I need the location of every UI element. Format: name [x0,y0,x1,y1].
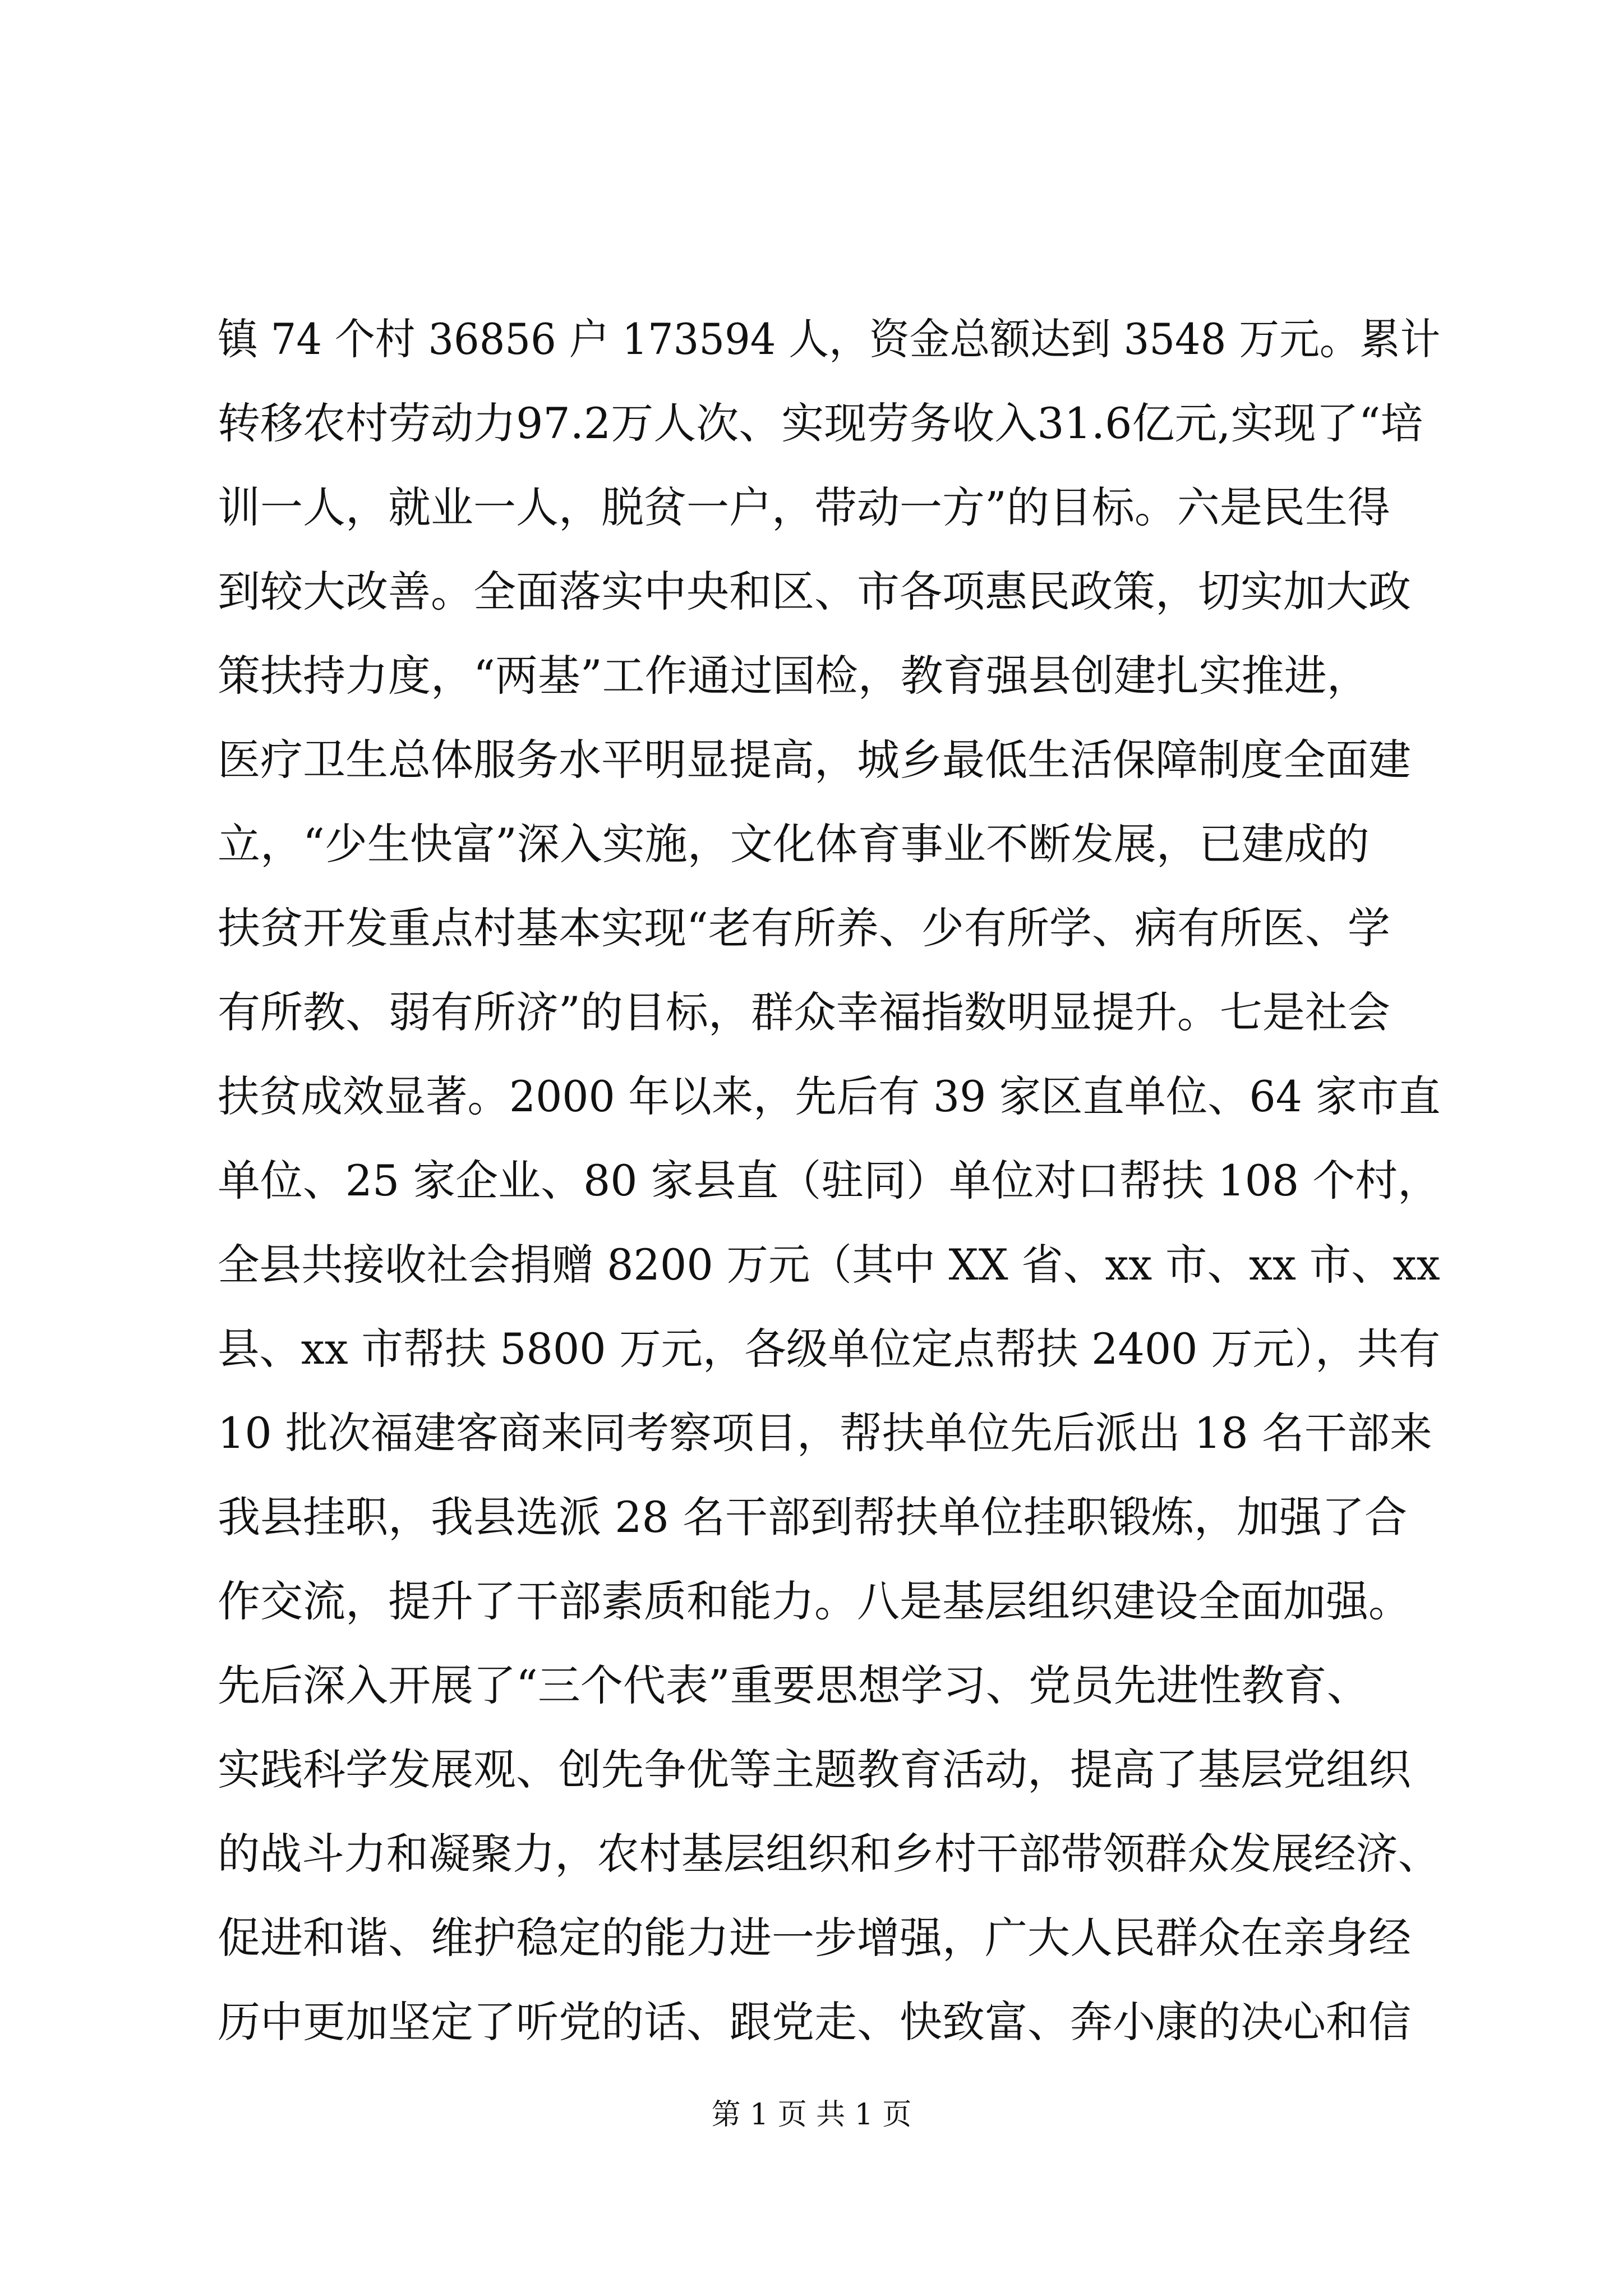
text-line: 实践科学发展观、创先争优等主题教育活动，提高了基层党组织 [218,1745,1411,1795]
text-line: 县、xx 市帮扶 5800 万元，各级单位定点帮扶 2400 万元），共有 [218,1324,1441,1374]
text-line: 训一人，就业一人，脱贫一户，带动一方”的目标。六是民生得 [218,482,1390,532]
text-line: 立，“少生快富”深入实施，文化体育事业不断发展，已建成的 [218,819,1370,869]
text-line: 医疗卫生总体服务水平明显提高，城乡最低生活保障制度全面建 [218,735,1411,785]
page-footer: 第 1 页 共 1 页 [711,2098,912,2132]
text-line: 历中更加坚定了听党的话、跟党走、快致富、奔小康的决心和信 [218,1997,1411,2047]
text-line: 作交流，提升了干部素质和能力。八是基层组织建设全面加强。 [218,1576,1411,1626]
text-line: 扶贫开发重点村基本实现“老有所养、少有所学、病有所医、学 [218,903,1390,953]
text-line: 先后深入开展了“三个代表”重要思想学习、党员先进性教育、 [218,1660,1370,1710]
text-line: 策扶持力度，“两基”工作通过国检，教育强县创建扎实推进， [218,651,1370,701]
body-paragraph [218,297,1440,2064]
text-line: 全县共接收社会捐赠 8200 万元（其中 XX 省、xx 市、xx 市、xx [218,1240,1440,1290]
text-line: 转移农村劳动力97.2万人次、实现劳务收入31.6亿元,实现了“培 [218,398,1423,448]
text-line: 有所教、弱有所济”的目标，群众幸福指数明显提升。七是社会 [218,987,1390,1037]
text-line: 单位、25 家企业、80 家县直（驻同）单位对口帮扶 108 个村， [218,1156,1441,1205]
text-line: 到较大改善。全面落实中央和区、市各项惠民政策，切实加大政 [218,567,1411,616]
text-line: 镇 74 个村 36856 户 173594 人，资金总额达到 3548 万元。累计 [218,314,1441,364]
text-line: 10 批次福建客商来同考察项目，帮扶单位先后派出 18 名干部来 [218,1408,1432,1458]
text-line: 扶贫成效显著。2000 年以来，先后有 39 家区直单位、64 家市直 [218,1071,1441,1121]
text-line: 促进和谐、维护稳定的能力进一步增强，广大人民群众在亲身经 [218,1913,1411,1963]
text-line: 我县挂职，我县选派 28 名干部到帮扶单位挂职锻炼，加强了合 [218,1492,1408,1542]
text-line: 的战斗力和凝聚力，农村基层组织和乡村干部带领群众发展经济、 [218,1829,1440,1879]
